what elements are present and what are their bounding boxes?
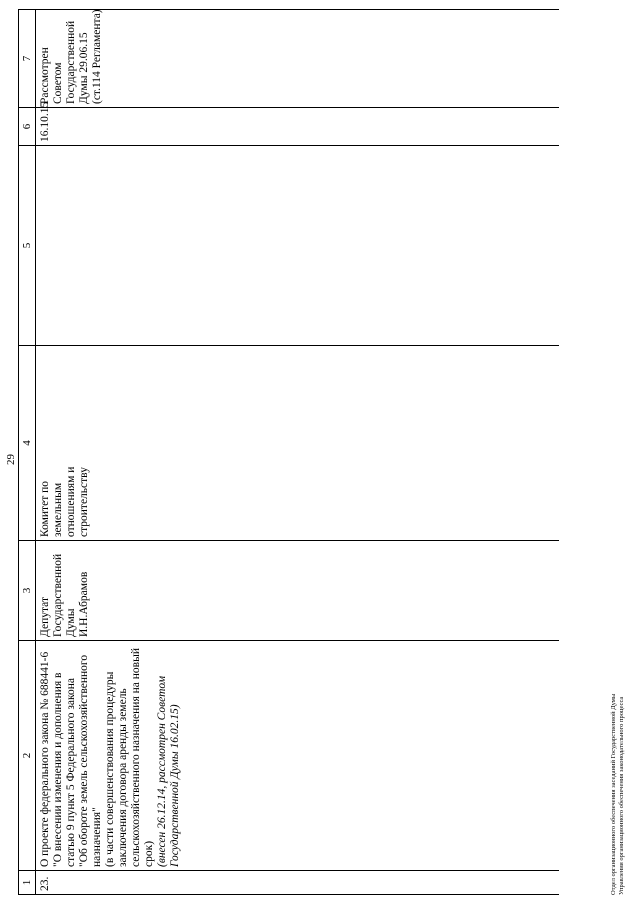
author-line: И.Н.Абрамов bbox=[78, 571, 90, 637]
date-cell: 16.10.15 bbox=[36, 108, 560, 146]
description-line: назначения" bbox=[91, 807, 103, 867]
author-line: Депутат bbox=[39, 597, 51, 637]
column-header-4: 4 bbox=[19, 346, 36, 541]
description-line: (в части совершенствования процедуры bbox=[104, 671, 116, 867]
description-line: "Об обороте земель сельскохозяйственного bbox=[78, 654, 90, 867]
description-line: "О внесении изменения и дополнения в bbox=[52, 672, 64, 867]
status-line: Рассмотрен bbox=[39, 47, 51, 104]
column-header-5: 5 bbox=[19, 146, 36, 346]
submission-note-line: Государственной Думы 16.02.15) bbox=[169, 704, 181, 867]
submission-note-line: (внесен 26.12.14, рассмотрен Советом bbox=[156, 675, 168, 867]
description-line: сельскохозяйственного назначения на новый bbox=[130, 648, 142, 867]
status-line: Государственной bbox=[65, 20, 77, 104]
description-line: заключения договора аренды земель bbox=[117, 688, 129, 867]
committee-line: отношениям и bbox=[65, 466, 77, 537]
committee-line: строительству bbox=[78, 467, 90, 537]
table-row bbox=[36, 10, 560, 895]
description-line: О проекте федерального закона № 688441-6 bbox=[39, 651, 51, 867]
column-header-7: 7 bbox=[19, 10, 36, 108]
committee-line: земельным bbox=[52, 482, 64, 537]
column-header-2: 2 bbox=[19, 641, 36, 871]
row-number: 23. bbox=[36, 871, 560, 895]
column-number-row bbox=[19, 10, 36, 895]
author-line: Государственной bbox=[52, 553, 64, 637]
author-line: Думы bbox=[65, 608, 77, 637]
description-line: срок) bbox=[143, 840, 155, 867]
column-header-3: 3 bbox=[19, 541, 36, 641]
bill-description bbox=[36, 641, 560, 871]
status-line: Думы 29.06.15 bbox=[78, 32, 90, 104]
footer bbox=[610, 694, 626, 895]
status-line: (ст.114 Регламента) bbox=[91, 9, 103, 104]
column-header-6: 6 bbox=[19, 108, 36, 146]
column-header-1: 1 bbox=[19, 871, 36, 895]
bills-table bbox=[18, 9, 559, 895]
status-line: Советом bbox=[52, 62, 64, 104]
bill-author bbox=[36, 541, 560, 641]
footer-line: Управления организационного обеспечения законодательного процесса bbox=[618, 696, 625, 895]
responsible-committee bbox=[36, 346, 560, 541]
status-cell bbox=[36, 10, 560, 108]
page-number: 29 bbox=[5, 454, 17, 465]
footer-line: Отдел организационного обеспечения заседаний Государственной Думы bbox=[610, 693, 617, 895]
column-5-cell bbox=[36, 146, 560, 346]
description-line: статью 9 пункт 5 Федерального закона bbox=[65, 677, 77, 867]
committee-line: Комитет по bbox=[39, 481, 51, 537]
